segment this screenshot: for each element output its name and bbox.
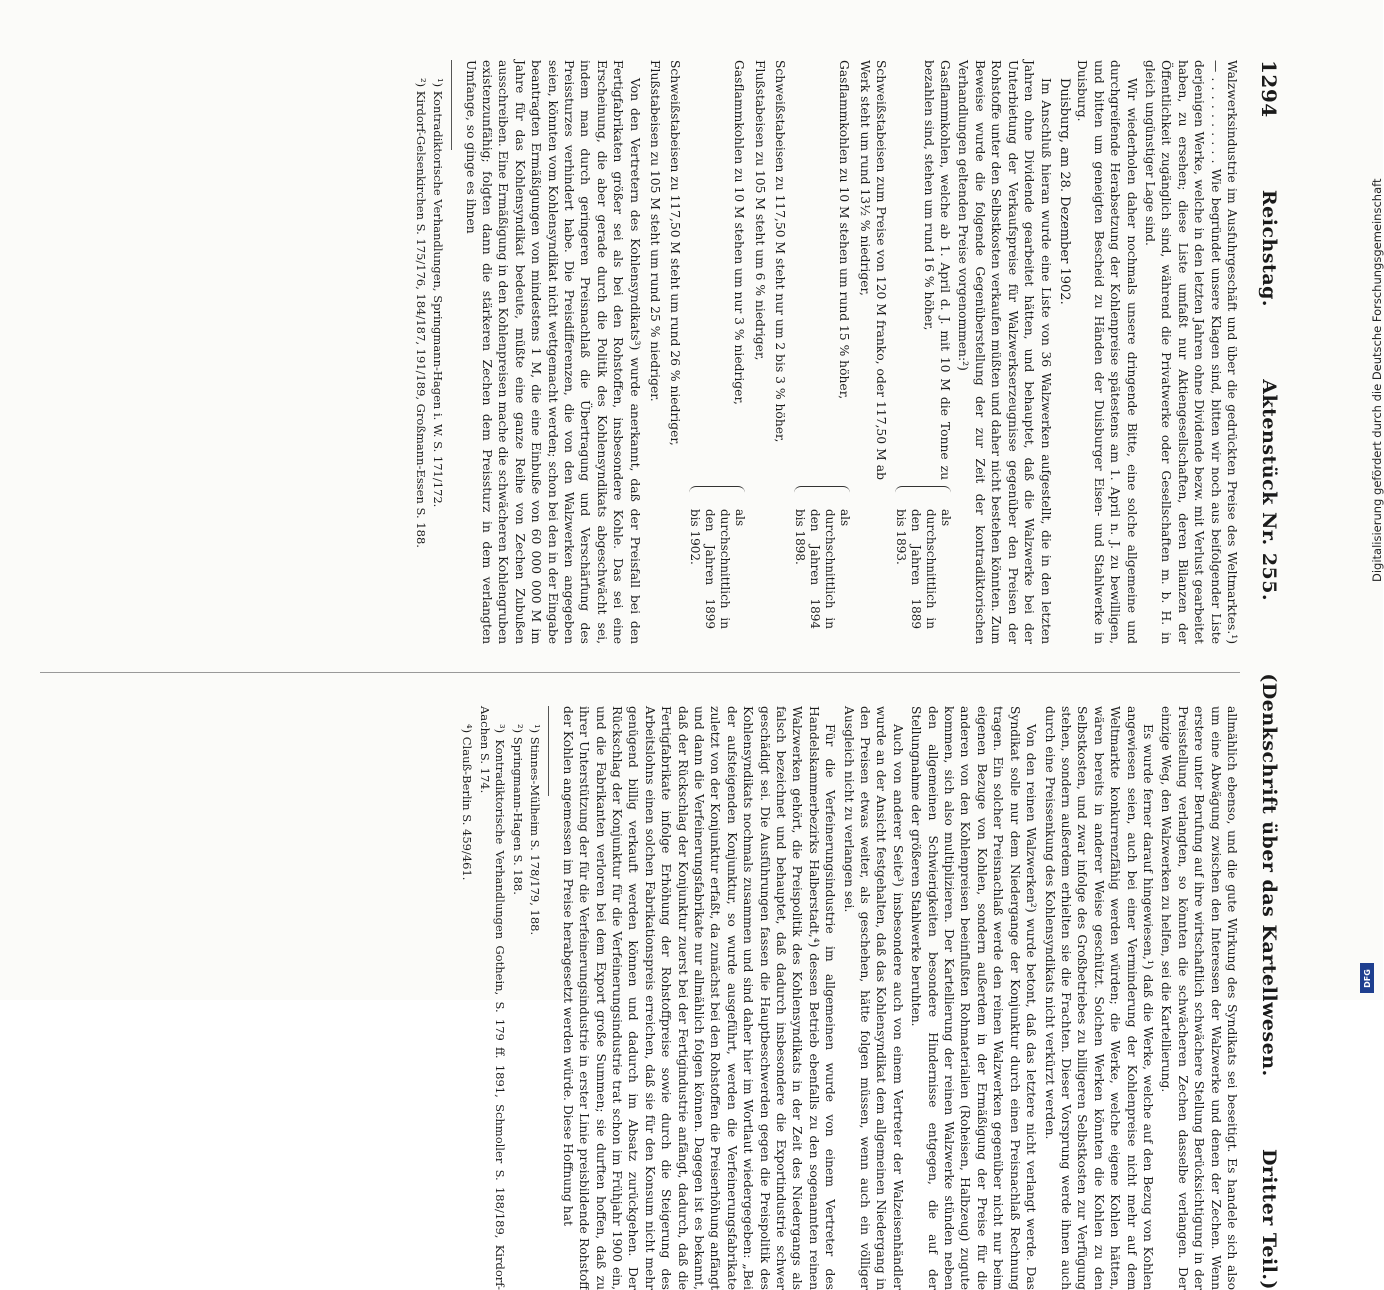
header-part: Dritter Teil.)	[1258, 1148, 1280, 1290]
brace	[794, 486, 850, 501]
header-title: (Denkschrift über das Kartellwesen.	[1258, 673, 1280, 1077]
logo-text: DFG	[1362, 968, 1372, 988]
paragraph: allmählich ebenso, und die gute Wirkung des Syndikats sei beseitigt. Es handele sich also um eine Abwägung zwischen den Interessen der Walzwerke und denen der Zechen. Wenn erstere unter Berufung auf ihre wirtschaftlich schwächere Stellung Berücksichtigung in der Preisstellung verlangten, so könnten die schwächeren Zechen dasselbe verlangen. Der einzige Weg, den Walzwerken zu helfen, sei die Kartellierung.	[1159, 706, 1239, 1290]
price-period: als durchschnittlich in den Jahren 1899 bis 1902.	[688, 509, 748, 629]
price-row	[647, 60, 663, 644]
brace	[895, 486, 951, 501]
price-text: Flußstabeisen zu 105 M steht um 6 % niedriger,	[752, 60, 767, 361]
paragraph: Von den Vertretern des Kohlensyndikats³) wurde anerkannt, daß der Preisfall bei den Fertigfabrikaten größer sei als bei den Rohstoffen, insbesondere Kohle. Das sei eine Erscheinung, die aber gerade durch die Politik des Kohlensyndikats abgeschwächt sei, indem man durch geringeren Preisnachlaß die Übertragung und Verschärfung des Preissturzes verhindert habe. Die Preisdifferenzen, die von den Walzwerken angegeben seien, könnten vom Kohlensyndikat nicht wettgemacht werden; schon bei den in der Eingabe beantragten Ermäßigungen von mindestens 1 M, die eine Einbuße von 60 000 000 M im Jahre für das Kohlensyndikat bedeute, müßte eine ganze Reihe von Zechen Zubußen ausschreiben. Eine Ermäßigung in den Kohlenpreisen mache die schwächeren Kohlengruben existenzunfähig; folgten dann die stärkeren Zechen dem Preissturz in dem verlangten Umfange, so ginge es ihnen	[463, 60, 642, 644]
price-text: Gasflammkohlen zu 10 M stehen um rund 15 % höher,	[837, 60, 852, 400]
column-divider	[40, 672, 1240, 673]
price-text: Schweißstabeisen zum Preise von 120 M franko, oder 117,50 M ab Werk steht um rund 13½ % niedriger,	[857, 60, 889, 480]
price-period: als durchschnittlich in den Jahren 1894 bis 1898.	[793, 509, 853, 629]
price-text: Schweißstabeisen zu 117,50 M steht um rund 26 % niedriger,	[668, 60, 683, 446]
brace	[689, 486, 745, 501]
credit-text: Digitalisierung gefördert durch die Deutsche Forschungsgemeinschaft	[1370, 178, 1384, 582]
header-document: Aktenstück Nr. 255.	[1258, 379, 1280, 602]
dfg-logo-icon	[1360, 963, 1374, 993]
footnote: ²) Kirdorf-Gelsenkirchen S. 175/176, 184/187, 191/189, Großmann-Essen S. 188.	[413, 78, 428, 548]
paragraph: Es wurde ferner darauf hingewiesen,¹) daß die Werke, welche auf den Bezug von Kohlen angewiesen seien, auch bei einer Verminderung der Kohlenpreise nicht mehr auf dem Weltmarkte konkurrenzfähig werden würden; die Werke, welche eigene Kohlen hätten, wären bereits in anderer Weise geschützt. Solchen Werken könnten die Kohlen zu den Selbstkosten, und zwar infolge des Großbetriebes zu billigeren Selbstkosten zur Verfügung stehen, sondern außerdem erhielten sie die Frachten. Dieser Vorsprung werde ihnen auch durch eine Preissenkung des Kohlensyndikats nicht verkürzt werden.	[1042, 706, 1155, 1290]
right-column	[20, 706, 1240, 1290]
paragraph: Für die Verfeinerungsindustrie im allgemeinen wurde von einem Vertreter des Handelskammerbezirks Halberstadt,⁴) dessen Betrieb ebenfalls zu den sogenannten reinen Walzwerken gehört, die Preispolitik des Kohlensyndikats in der Zeit des Niedergangs als falsch bezeichnet und behauptet, daß dadurch insbesondere die Exportindustrie schwer geschädigt sei. Die Ausführungen fassen die Hauptbeschwerden gegen die Preispolitik des Kohlensyndikats nochmals zusammen und sind daher hier im Wortlaut wiedergegeben: „Bei der aufsteigenden Konjunktur, so wurde ausgeführt, werden die Verfeinerungsfabrikate zuletzt von der Konjunktur erfaßt, da zunächst bei den Rohstoffen die Preiserhöhung anfängt und dann die Verfeinerungsfabrikate nur allmählich folgen können. Dagegen ist es bekannt, daß der Rückschlag der Konjunktur zuerst bei der Fertigindustrie anfängt, dadurch, daß die Fertigfabrikate infolge Erhöhung der Rohstoffpreise sowie durch die Steigerung des Arbeitslohns einen solchen Fabrikationspreis erreichen, daß sie für den Konsum nicht mehr genügend billig verkauft werden können und dadurch im Absatz zurückgehen. Der Rückschlag der Konjunktur für die Verfeinerungsindustrie trat schon im Frühjahr 1900 ein, und die Fabrikanten verloren bei dem Export große Summen; sie durften hoffen, daß zu ihrer Unterstützung der für die Verfeinerungsindustrie in erster Linie preisbildende Rohstoff der Kohlen angemessen im Preise herabgesetzt werden würde. Diese Hoffnung hat	[560, 706, 838, 1290]
price-comparison	[647, 60, 953, 644]
price-text: Flußstabeisen zu 105 M steht um rund 25 % niedriger.	[648, 60, 663, 402]
paragraph: Auch von anderer Seite³) insbesondere auch von einem Vertreter der Walzeisenhändler wurde an der Ansicht festgehalten, daß das Kohlensyndikat dem allgemeinen Niedergang in den Preisen etwas weiter, als geschehen, hätte folgen müssen, wenn auch ein völliger Ausgleich nicht zu verlangen sei.	[841, 706, 905, 1290]
price-row	[772, 60, 788, 644]
price-row	[893, 60, 953, 644]
page-number: 1294	[1257, 60, 1281, 118]
price-period: als durchschnittlich in den Jahren 1889 bis 1893.	[894, 509, 954, 629]
footnote: ¹) Stinnes-Mülheim S. 178/179, 188.	[528, 724, 543, 936]
price-row	[751, 60, 767, 644]
paragraph: Wir wiederholen daher nochmals unsere dringende Bitte, eine solche allgemeine und durchgreifende Herabsetzung der Kohlenpreise spätestens am 1. April n. J. zu bewilligen, und bitten um geneigten Bescheid zu Händen der Duisburger Eisen- und Stahlwerke in Duisburg.	[1075, 60, 1139, 644]
dateline: Duisburg, am 28. Dezember 1902.	[1056, 78, 1072, 305]
footnote: ²) Springmann-Hagen S. 188.	[510, 724, 525, 895]
price-text: Schweißstabeisen zu 117,50 M steht nur um 2 bis 3 % höher,	[773, 60, 788, 443]
header-section: Reichstag.	[1258, 189, 1280, 308]
price-row	[687, 60, 747, 644]
paragraph: Von den reinen Walzwerken²) wurde betont, daß das letztere nicht verlangt werde. Das Syndikat solle nur dem Niedergange der Konjunktur durch einen Preisnachlaß Rechnung tragen. Ein solcher Preisnachlaß werde den reinen Walzwerken gegenüber nicht nur beim eigenen Bezuge von Kohlen, sondern außerdem in der Ermäßigung der Preise für die anderen von den Kohlenpreisen beeinflußten Rohmaterialien (Roheisen, Halbzeug) zugute kommen, sich also multiplizieren. Der Kartellierung der reinen Walzwerke stünden neben den allgemeinen Schwierigkeiten besondere Hindernisse entgegen, die auf der Stellungnahme der größeren Stahlwerke beruhten.	[909, 706, 1039, 1290]
price-row	[792, 60, 852, 644]
footnote-rule	[451, 60, 452, 150]
price-row	[667, 60, 683, 644]
digitization-credit	[1352, 0, 1384, 1000]
footnote: ⁴) Clauß-Berlin S. 459/461.	[460, 724, 475, 881]
price-text: Gasflammkohlen, welche ab 1. April d. J. mit 10 M die Tonne zu bezahlen sind, stehen um rund 16 % höher,	[921, 60, 953, 480]
running-header	[1254, 60, 1284, 1290]
paragraph: Im Anschluß hieran wurde eine Liste von 36 Walzwerken aufgestellt, die in den letzten Jahren ohne Dividende gearbeitet hätten, und behauptet, daß die Walzwerke bei der Unterbietung der Verkaufspreise für Walzwerkserzeugnisse gegenüber den Preisen der Rohstoffe unter den Selbstkosten verkaufen müßten und daher nicht bestehen könnten. Zum Beweise wurde die folgende Gegenüberstellung der zur Zeit der kontradiktorischen Verhandlungen geltenden Preise vorgenommen:²)	[956, 60, 1053, 644]
footnote: ³) Kontradiktorische Verhandlungen Gothein, S. 179 ff. 1891, Schmoller S. 188/189, Kirdorf-Aachen S. 174.	[477, 706, 508, 1290]
footnote-rule	[548, 706, 549, 796]
price-row	[856, 60, 889, 644]
price-text: Gasflammkohlen zu 10 M stehen um nur 3 % niedriger,	[732, 60, 747, 405]
footnote: ¹) Kontradiktorische Verhandlungen, Springmann-Hagen i. W. S. 171/172.	[431, 78, 446, 508]
paragraph: Walzwerksindustrie im Ausfuhrgeschäft und über die gedrückten Preise des Weltmarktes.¹) — . . . . . . . . . . Wie begründet unsere Klagen sind, bitten wir noch aus beifolgender Liste derjenigen Werke, welche in den letzten Jahren ohne Dividende bezw. mit Verlust gearbeitet haben, zu ersehen; diese Liste umfaßt nur Aktiengesellschaften, deren Bilanzen der Öffentlichkeit zugänglich sind, während die Privatwerke oder Gesellschaften m. b. H. in gleich ungünstiger Lage sind.	[1142, 60, 1239, 644]
left-column	[20, 60, 1240, 644]
